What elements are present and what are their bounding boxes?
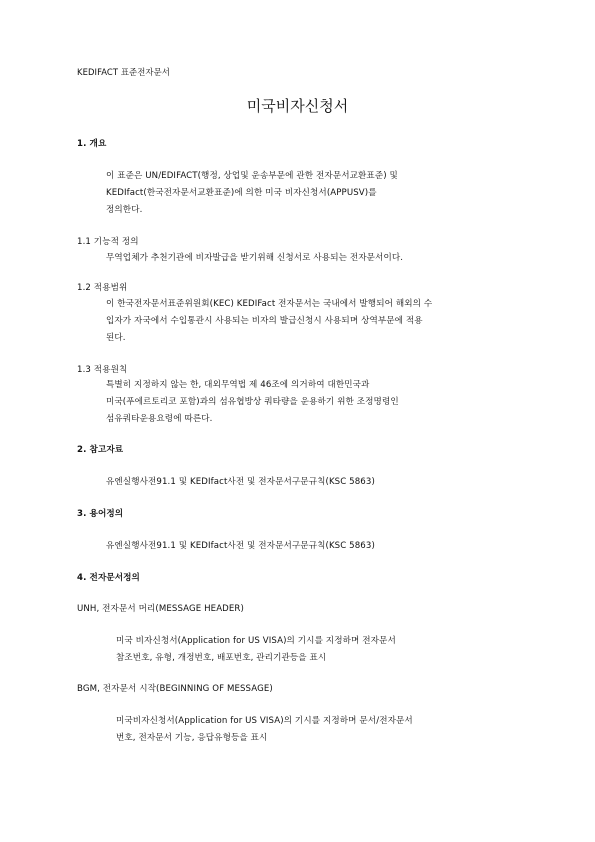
section-heading-message-definition: 4. 전자문서정의 (77, 573, 140, 583)
principle-line-3: 섬유쿼타운용요령에 따른다. (106, 414, 213, 424)
document-header-note: KEDIFACT 표준전자문서 (77, 67, 170, 77)
segment-heading-unh: UNH, 전자문서 머리(MESSAGE HEADER) (77, 604, 244, 614)
section-heading-terms: 3. 용어정의 (77, 509, 124, 519)
section-heading-principle: 1.3 적용원칙 (77, 365, 128, 375)
section-heading-scope: 1.2 적용범위 (77, 283, 128, 293)
section-heading-function-definition: 1.1 기능적 정의 (77, 237, 139, 247)
principle-line-2: 미국(푸에르토리코 포함)과의 섬유협방상 쿼타량을 운용하기 위한 조정명령인 (106, 397, 399, 407)
scope-line-2: 입자가 자국에서 수입통관시 사용되는 비자의 발급신청시 사용되며 상역부문에 적용 (106, 316, 423, 326)
unh-line-2: 참조번호, 유형, 개정번호, 배포번호, 관리기관등을 표시 (116, 653, 327, 663)
terms-line-1: 유엔실행사전91.1 및 KEDIfact사전 및 전자문서구문규칙(KSC 5863) (106, 541, 375, 551)
bgm-line-2: 번호, 전자문서 기능, 응답유형등을 표시 (116, 733, 268, 743)
function-definition-line-1: 무역업체가 추천기관에 비자발급을 받기위해 신청서로 사용되는 전자문서이다. (106, 253, 404, 263)
bgm-line-1: 미국비자신청서(Application for US VISA)의 기시를 지정하며 문서/전자문서 (116, 716, 413, 726)
references-line-1: 유엔실행사전91.1 및 KEDIfact사전 및 전자문서구문규칙(KSC 5863) (106, 477, 375, 487)
unh-line-1: 미국 비자신청서(Application for US VISA)의 기시를 지정하며 전자문서 (116, 636, 396, 646)
overview-line-3: 정의한다. (106, 205, 143, 215)
overview-line-1: 이 표준은 UN/EDIFACT(행정, 상업및 운송부문에 관한 전자문서교환표준) 및 (106, 171, 398, 181)
document-title: 미국비자신청서 (246, 97, 349, 115)
overview-line-2: KEDIfact(한국전자문서교환표준)에 의한 미국 비자신청서(APPUSV)를 (106, 188, 377, 198)
scope-line-3: 된다. (106, 333, 126, 343)
principle-line-1: 특별히 지정하지 않는 한, 대외무역법 제 46조에 의거하여 대한민국과 (106, 380, 370, 390)
section-heading-references: 2. 참고자료 (77, 445, 124, 455)
segment-heading-bgm: BGM, 전자문서 시작(BEGINNING OF MESSAGE) (77, 684, 273, 694)
section-heading-overview: 1. 개요 (77, 139, 107, 149)
scope-line-1: 이 한국전자문서표준위원회(KEC) KEDIFact 전자문서는 국내에서 발행되어 해외의 수 (106, 299, 433, 309)
